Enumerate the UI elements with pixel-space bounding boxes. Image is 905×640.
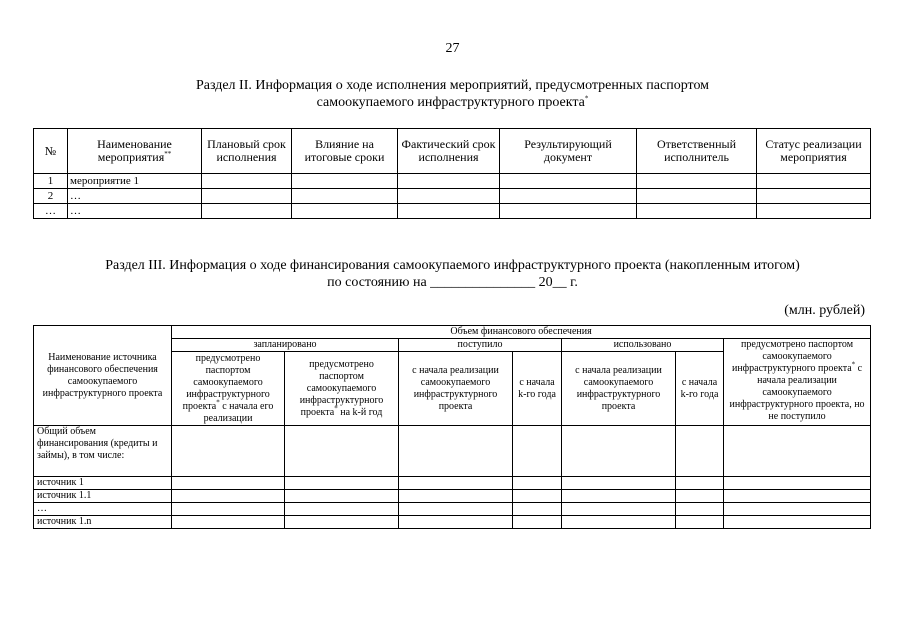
col-volume: Объем финансового обеспечения [172,326,871,339]
table-header-row [34,129,871,174]
col-used: использовано [562,339,724,352]
col-num: № [34,129,68,174]
col-planned-start: предусмотрено паспортом самоокупаемого инфраструктурного проекта* с начала его реализации [172,352,285,426]
col-status: Статус реализации мероприятия [757,129,871,174]
row-name: мероприятие 1 [68,174,202,189]
col-actual: Фактический срок исполнения [398,129,500,174]
table-row [34,503,871,516]
row-label: … [34,503,172,516]
col-document: Результирующий документ [500,129,637,174]
col-influence: Влияние на итоговые сроки [292,129,398,174]
table-row [34,189,871,204]
row-label: Общий объем финансирования (кредиты и займы), в том числе: [34,426,172,477]
row-label: источник 1 [34,477,172,490]
row-num: … [34,204,68,219]
table-row [34,490,871,503]
table-row [34,174,871,189]
row-name: … [68,189,202,204]
col-planned-year: предусмотрено паспортом самоокупаемого инфраструктурного проекта* на k-й год [285,352,399,426]
row-num: 2 [34,189,68,204]
row-label: источник 1.n [34,516,172,529]
table-row [34,204,871,219]
page-number: 27 [445,41,460,56]
row-num: 1 [34,174,68,189]
col-responsible: Ответственный исполнитель [637,129,757,174]
row-name: … [68,204,202,219]
section-3-table [33,325,871,529]
section-3-title [0,257,905,291]
col-planned: Плановый срок исполнения [202,129,292,174]
section-2-title-line1: Раздел II. Информация о ходе исполнения мероприятий, предусмотренных паспортом [195,78,710,93]
footnote-mark: * [584,94,589,103]
table-row [34,426,871,477]
row-label: источник 1.1 [34,490,172,503]
col-name: Наименование мероприятия** [68,129,202,174]
footnote-mark: ** [164,150,172,158]
table-row [34,477,871,490]
col-received-since-start: с начала реализации самоокупаемого инфраструктурного проекта [399,352,513,426]
section-3-title-line1: Раздел III. Информация о ходе финансирования самоокупаемого инфраструктурного проекта (накопленным итогом) [105,258,800,273]
col-received: поступило [399,339,562,352]
section-2-title [0,77,905,111]
col-used-since-year: с начала k-го года [676,352,724,426]
col-planned: запланировано [172,339,399,352]
col-provided-not-received: предусмотрено паспортом самоокупаемого инфраструктурного проекта* с начала реализации самоокупаемого инфраструктурного проекта, но не поступило [724,339,871,426]
col-source-name: Наименование источника финансового обеспечения самоокупаемого инфраструктурного проекта [34,326,172,426]
footnote-mark: * [216,398,220,407]
footnote-mark: * [851,360,856,369]
col-received-since-year: с начала k-го года [513,352,562,426]
table-row [34,516,871,529]
section-3-title-line2: по состоянию на _______________ 20__ г. [327,275,578,290]
section-2-title-line2: самоокупаемого инфраструктурного проекта [316,95,585,110]
col-used-since-start: с начала реализации самоокупаемого инфраструктурного проекта [562,352,676,426]
footnote-mark: * [334,404,338,413]
section-2-table [33,128,871,219]
units-label: (млн. рублей) [784,303,865,318]
